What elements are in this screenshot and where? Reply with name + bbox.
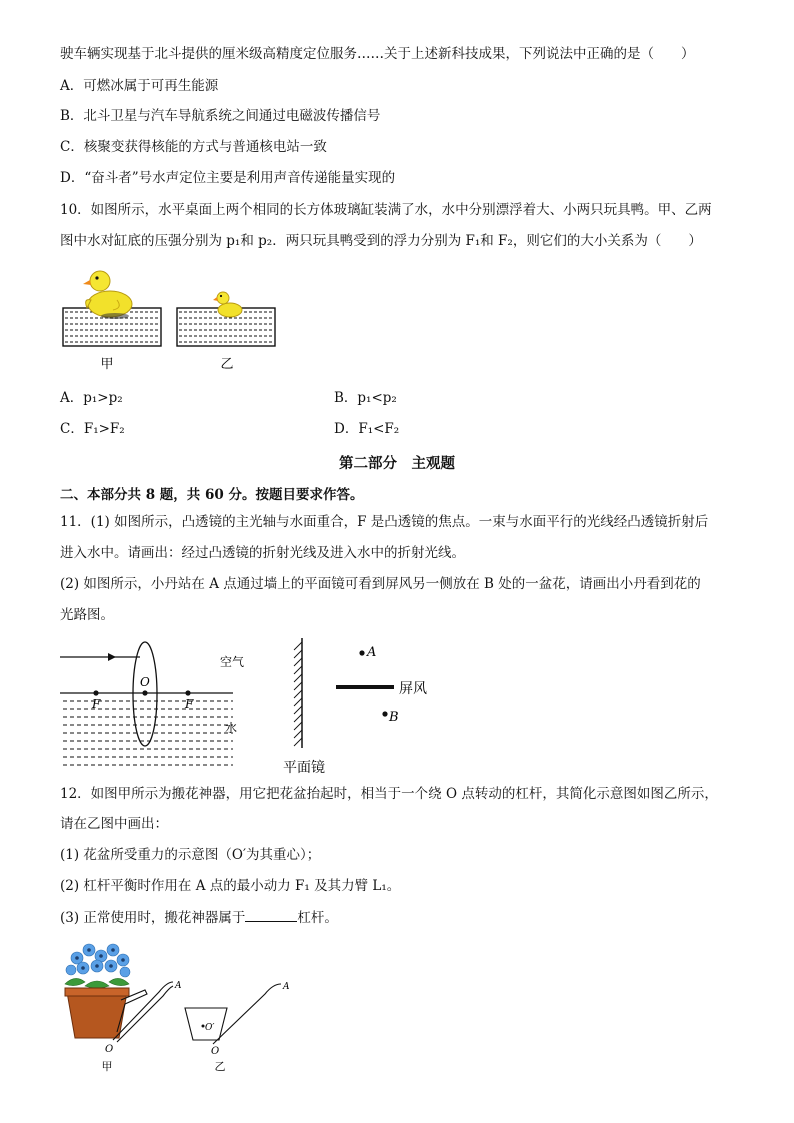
q12-sub3 [60, 907, 338, 928]
q10-option-c: C．F₁>F₂ [60, 421, 125, 437]
label-o-prime: O′ [205, 1023, 215, 1033]
label-o: O [140, 675, 150, 689]
label-mirror: 平面镜 [283, 760, 325, 776]
q11-line3: (2) 如图所示，小丹站在 A 点通过墙上的平面镜可看到屏风另一侧放在 B 处的一盆花，请画出小丹看到花的 [60, 576, 701, 592]
fig-label-yi: 乙 [220, 357, 234, 372]
q10-stem-line2: 图中水对缸底的压强分别为 p₁和 p₂．两只玩具鸭受到的浮力分别为 F₁和 F₂，则它们的大小关系为（ ） [60, 233, 702, 249]
part2-section: 二、本部分共 8 题，共 60 分。按题目要求作答。 [60, 487, 364, 503]
label-fig-jia: 甲 [101, 1060, 113, 1073]
q12-line1: 12．如图甲所示为搬花神器，用它把花盆抬起时，相当于一个绕 O 点转动的杠杆，其简化示意图如图乙所示， [60, 786, 718, 802]
focus-point-left [93, 690, 98, 695]
q11-line2: 进入水中。请画出：经过凸透镜的折射光线及进入水中的折射光线。 [60, 545, 465, 561]
optical-center [142, 690, 147, 695]
q10-stem-line1: 10．如图所示，水平桌面上两个相同的长方体玻璃缸装满了水，水中分别漂浮着大、小两只玩具鸭。甲、乙两 [60, 202, 712, 218]
q9-option-b: B．北斗卫星与汽车导航系统之间通过电磁波传播信号 [60, 108, 381, 124]
fig-label-jia: 甲 [100, 357, 114, 372]
label-a-yi: A [283, 982, 290, 992]
q12-sub1: (1) 花盆所受重力的示意图（O′为其重心）； [60, 847, 321, 863]
q9-option-d: D．“奋斗者”号水声定位主要是利用声音传递能量实现的 [60, 170, 396, 186]
q12-sub3-after: 杠杆。 [297, 910, 338, 926]
label-fig-yi: 乙 [214, 1060, 226, 1073]
label-a-jia: A [175, 981, 182, 991]
point-b [382, 711, 387, 716]
label-water: 水 [225, 721, 238, 735]
label-air: 空气 [220, 655, 245, 669]
label-a: A [367, 645, 377, 660]
q11-lens-figure [55, 636, 255, 776]
ray-arrow-icon [108, 653, 116, 661]
water-area [63, 701, 233, 765]
q10-figure [55, 260, 285, 378]
focus-point-right [185, 690, 190, 695]
q12-sub3-before: (3) 正常使用时，搬花神器属于 [60, 910, 246, 926]
q10-option-b: B．p₁<p₂ [334, 390, 397, 406]
label-f-left: F [92, 697, 101, 711]
q11-mirror-figure [278, 636, 448, 778]
label-b: B [389, 710, 399, 725]
q12-line2: 请在乙图中画出： [60, 816, 168, 832]
q9-option-c: C．核聚变获得核能的方式与普通核电站一致 [60, 139, 327, 155]
label-f-right: F [185, 697, 194, 711]
flower-pot-icon [65, 944, 130, 1038]
label-o-yi: O [211, 1046, 220, 1057]
q10-option-a: A．p₁>p₂ [60, 390, 123, 406]
q11-line1: 11．(1) 如图所示，凸透镜的主光轴与水面重合，F 是凸透镜的焦点。一束与水面平行的光线经凸透镜折射后 [60, 514, 709, 530]
answer-blank [245, 907, 297, 922]
q9-stem-tail: 驶车辆实现基于北斗提供的厘米级高精度定位服务……关于上述新科技成果，下列说法中正确的是（ ） [60, 46, 695, 62]
label-screen: 屏风 [399, 681, 427, 697]
q11-line4: 光路图。 [60, 607, 114, 623]
part2-heading: 第二部分 主观题 [339, 455, 455, 472]
q9-option-a: A．可燃冰属于可再生能源 [60, 78, 219, 94]
q12-sub2: (2) 杠杆平衡时作用在 A 点的最小动力 F₁ 及其力臂 L₁。 [60, 878, 401, 894]
point-a [359, 650, 364, 655]
mirror-hatching [294, 642, 302, 746]
simplified-lever [185, 984, 281, 1044]
q10-option-d: D．F₁<F₂ [334, 421, 400, 437]
label-o-jia: O [105, 1044, 114, 1055]
q12-figure [55, 936, 305, 1078]
